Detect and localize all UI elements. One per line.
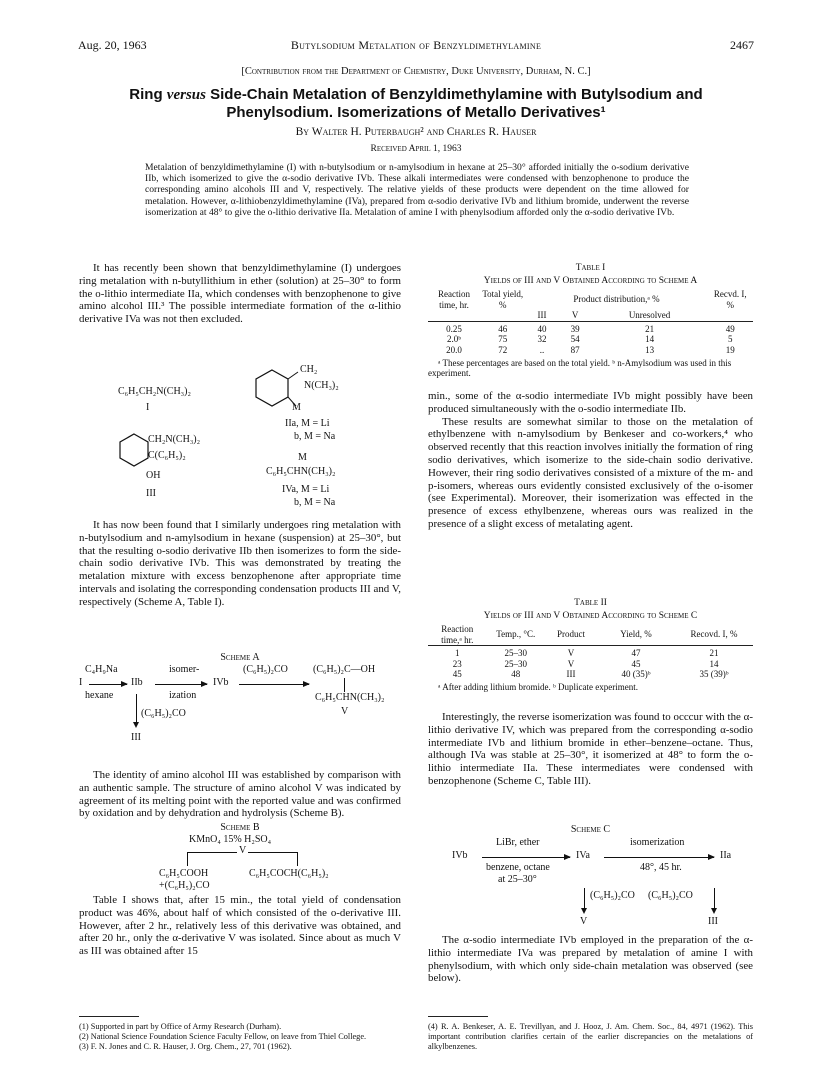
scheme-a-arrow-1 [89, 684, 127, 685]
scheme-c-arrowhead-1 [581, 908, 587, 914]
scheme-a-bond [344, 678, 345, 692]
header-running-title: Butylsodium Metalation of Benzyldimethylamine [290, 38, 542, 52]
scheme-b-product-1b: +(C₆H₅)₂CO [159, 880, 210, 891]
structure-II-ch2: CH₂ [300, 364, 318, 375]
footnotes-left [79, 1022, 401, 1052]
scheme-c-arrowhead-2 [711, 908, 717, 914]
scheme-b-caption: Scheme B [220, 822, 260, 833]
table-1-subheader: III [537, 310, 547, 321]
scheme-a-down-arrow [136, 694, 137, 724]
article-title: Ring versus Side-Chain Metalation of Benzyldimethylamine with Butylsodium and Phenylsodium. Isomerizations of Metallo Derivatives¹ [129, 86, 703, 121]
left-paragraph-1: It has recently been shown that benzyldimethylamine (I) undergoes ring metalation with n-butyllithium in ether (solution) at 25–30° to form the o-lithio intermediate IIa, which condenses with benzophenone to give amino alcohol III.³ The possible intermediate formation of the α-lithio derivative IVa was not then excluded. [79, 262, 401, 326]
table-2-caption: Yields of III and V Obtained According to Scheme C [483, 611, 698, 621]
abstract: Metalation of benzyldimethylamine (I) with n-butylsodium or n-amylsodium in hexane at 25–30° afforded initially the o-sodium derivative IIb, which isomerized to give the α-sodio derivative IVb. These alkali intermediates were condensed with benzophenone to produce the corresponding amino alcohols III and V, respectively. The relative yields of these products were dependent on the time allowed for metalation. However, α-lithiobenzyldimethylamine (IVa), prepared from α-sodio derivative IVb and lithium bromide, underwent the reverse isomerization at 48° to give the o-lithio derivative IIa. Metalation of amine I with phenylsodium afforded only the α-sodio derivative IVb. [145, 162, 689, 218]
structure-III-label: III [146, 488, 156, 499]
structure-IIa-label: IIa, M = Li [285, 418, 330, 429]
scheme-c-reagent1: LiBr, ether [496, 837, 540, 848]
received-date: Received April 1, 1963 [370, 144, 462, 154]
table-1-note: ᵃ These percentages are based on the total yield. ᵇ n-Amylsodium was used in this experiment. [428, 357, 732, 379]
scheme-a-arrow-3 [239, 684, 309, 685]
scheme-a-caption: Scheme A [220, 652, 260, 663]
structure-III-carbinol: C(C₆H₅)₂ [148, 450, 186, 461]
right-paragraph-4: The α-sodio intermediate IVb employed in the preparation of the α-lithio intermediate IVa was prepared by metalation of amine I with phenylsodium, with which only side-chain metalation was observed (see below). [428, 934, 753, 985]
scheme-b-product-2: C₆H₅COCH(C₆H₅)₂ [249, 868, 329, 879]
scheme-a [79, 652, 401, 757]
scheme-a-III: III [131, 732, 141, 743]
table-1-grid [428, 289, 753, 356]
scheme-a-isomer-bottom: ization [169, 690, 197, 701]
scheme-a-IIb: IIb [131, 677, 143, 688]
table-1-header: Total yield, % [482, 289, 524, 310]
structure-IV-metal: M [298, 452, 307, 463]
scheme-c-down-reagent-1: (C₆H₅)₂CO [590, 890, 635, 901]
structure-II-metal: M [292, 402, 301, 413]
table-1-caption: Yields of III and V Obtained According to Scheme A [483, 276, 698, 286]
table-2-header: Yield, % [620, 629, 652, 640]
header-page-number: 2467 [730, 38, 754, 52]
scheme-c-IIa: IIa [720, 850, 732, 861]
table-row: 45 48 III 40 (35)ᵇ 35 (39)ᵇ [452, 669, 729, 680]
structure-I-formula: C₆H₅CH₂N(CH₃)₂ [118, 386, 191, 397]
table-row: 2.0ᵇ 75 32 54 14 5 [446, 334, 733, 345]
scheme-b-right-leg [297, 852, 298, 866]
footnotes-right [428, 1022, 753, 1052]
structure-III-hydroxyl: OH [146, 470, 161, 481]
scheme-a-start: I [79, 677, 83, 688]
scheme-a-reagent2: (C₆H₅)₂CO [243, 664, 288, 675]
table-1-label: Table I [575, 263, 606, 273]
scheme-a-reagent1: C₄H₉Na [85, 664, 118, 675]
scheme-c-arrow-2 [604, 857, 714, 858]
right-paragraph-1: min., some of the α-sodio intermediate IVb might possibly have been produced simultaneously with the o-sodio intermediate IIb. These results are somewhat similar to those on the metalation of ethylbenzene with n-amylsodium by Benkeser and co-workers,⁴ who observed recently that this reaction involves initially the formation of ring sodio derivatives, which isomerize to the side-chain sodio derivative. However, their ring sodio derivatives consisted of a mixture of the m- and p-isomers, whereas ours evidently consisted exclusively of the o-isomer (see Experimental). Moreover, their isomerization was effected in the presence of excess ethylbenzene, whereas ours was realized in the presence of a slight excess of metalating agent. [428, 390, 753, 530]
scheme-a-product-bottom: C₆H₅CHN(CH₃)₂ [315, 692, 385, 703]
scheme-c-down-reagent-2: (C₆H₅)₂CO [648, 890, 693, 901]
footnote-rule-right [428, 1016, 488, 1017]
structure-IV-formula: C₆H₅CHN(CH₃)₂ [266, 466, 336, 477]
table-2-header: Temp., °C. [496, 629, 536, 640]
scheme-a-solvent: hexane [85, 690, 114, 701]
scheme-c-down-arrow-1 [584, 888, 585, 910]
scheme-a-IVb: IVb [213, 677, 229, 688]
table-row: 0.25 46 40 39 21 49 [446, 323, 735, 334]
table-row: 1 25–30 V 47 21 [455, 648, 719, 659]
table-1-header: Recvd. I, % [713, 289, 747, 310]
scheme-c-condition2: 48°, 45 hr. [640, 862, 682, 873]
table-1-subheader: Unresolved [628, 310, 671, 321]
scheme-c-V: V [580, 916, 588, 927]
structure-IIb-label: b, M = Na [294, 431, 336, 442]
scheme-c-condition1: at 25–30° [498, 874, 537, 885]
table-1 [428, 263, 753, 379]
structure-III-amine: CH₂N(CH₃)₂ [148, 434, 201, 445]
right-paragraph-3: Interestingly, the reverse isomerization was found to occcur with the α-lithio derivative IV, which was prepared from the corresponding α-sodio intermediate IVb and lithium bromide in ether–benzene–octane. Thus, although IVa was stable at 25–30°, it isomerized at 48° to form the o-lithio intermediate IIa. These intermediates were condensed with benzophenone (Scheme C, Table III). [428, 711, 753, 787]
scheme-a-isomer-top: isomer- [169, 664, 200, 675]
scheme-b-product-1a: C₆H₅COOH [159, 868, 209, 879]
scheme-b-reagent: KMnO₄ 15% H₂SO₄ [189, 834, 272, 845]
scheme-c-isomerization: isomerization [630, 837, 685, 848]
footnote-2: (2) National Science Foundation Science Faculty Fellow, on leave from Thiel College. [79, 1032, 367, 1041]
scheme-c-down-arrow-2 [714, 888, 715, 910]
structure-I-label: I [146, 402, 150, 413]
table-1-subheader: V [571, 310, 579, 321]
table-2 [428, 598, 753, 692]
table-2-header: Reaction time,ᵃ hr. [441, 624, 474, 645]
scheme-a-product-top: (C₆H₅)₂C—OH [313, 664, 376, 675]
scheme-a-V: V [341, 706, 349, 717]
table-2-header: Product [557, 629, 585, 640]
scheme-c [428, 824, 753, 927]
footnote-1: (1) Supported in part by Office of Army Research (Durham). [79, 1022, 282, 1031]
scheme-c-arrow-1 [482, 857, 570, 858]
scheme-c-IVb: IVb [452, 850, 468, 861]
table-2-note: ᵃ After adding lithium bromide. ᵇ Duplicate experiment. [438, 681, 638, 692]
scheme-c-III: III [708, 916, 718, 927]
byline: By Walter H. Puterbaugh² and Charles R. Hauser [295, 126, 537, 138]
contribution-line: [Contribution from the Department of Chemistry, Duke University, Durham, N. C.] [241, 66, 591, 77]
scheme-a-down-arrowhead [133, 722, 139, 728]
left-paragraph-4: Table I shows that, after 15 min., the total yield of condensation product was 46%, about half of which consisted of the o-derivative III. However, after 2 hr., relatively less of this derivative was obtained, and after 20 hr., only the α-derivative V was isolated. Since about as much V as III was obtained after 15 [79, 894, 401, 958]
header-date: Aug. 20, 1963 [78, 38, 147, 52]
left-paragraph-2: It has now been found that I similarly undergoes ring metalation with n-butylsodium and n-amylsodium in hexane (suspension) at 25–30°, but that the resulting o-sodio derivative IIb then isomerizes to form the side-chain sodio derivative IVb. This was demonstrated by treating the metalation mixture with excess benzophenone after appropriate time intervals and isolating the corresponding condensation products III and V, respectively (Scheme A, Table I). [79, 519, 401, 608]
table-1-header: Reaction time, hr. [438, 289, 470, 310]
table-row: 20.0 72 .. 87 13 19 [446, 344, 735, 355]
table-2-header: Recovd. I, % [690, 629, 738, 640]
footnote-3: (3) F. N. Jones and C. R. Hauser, J. Org. Chem., 27, 701 (1962). [79, 1042, 292, 1051]
scheme-c-caption: Scheme C [570, 824, 611, 835]
structure-IVb-label: b, M = Na [294, 497, 336, 508]
scheme-b-left-leg [187, 852, 188, 866]
footnote-4: (4) R. A. Benkeser, A. E. Trevillyan, and J. Hooz, J. Am. Chem. Soc., 84, 4971 (1962). This important contribution clarifies certain of the earlier discrepancies on the metalations of alkylbenzenes. [428, 1022, 753, 1051]
scheme-b-V: V [239, 845, 247, 856]
structure-II-amine: N(CH₃)₂ [304, 380, 339, 391]
table-row: 23 25–30 V 45 14 [452, 658, 719, 669]
table-1-header: Product distribution,ᵃ % [573, 294, 660, 305]
scheme-a-arrow-2 [155, 684, 207, 685]
left-paragraph-3: The identity of amino alcohol III was established by comparison with an authentic sample. The structure of amino alcohol V was indicated by agreement of its melting point with the reported value and was confirmed by oxidation and by dehydration and hydrolysis (Scheme B). [79, 769, 401, 820]
table-2-grid [428, 624, 753, 680]
scheme-a-down-reagent: (C₆H₅)₂CO [141, 708, 186, 719]
footnote-rule-left [79, 1016, 139, 1017]
scheme-b [79, 822, 401, 894]
table-2-label: Table II [574, 598, 607, 608]
structure-IVa-label: IVa, M = Li [282, 484, 330, 495]
scheme-c-IVa: IVa [576, 850, 590, 861]
scheme-c-solvent: benzene, octane [486, 862, 550, 873]
